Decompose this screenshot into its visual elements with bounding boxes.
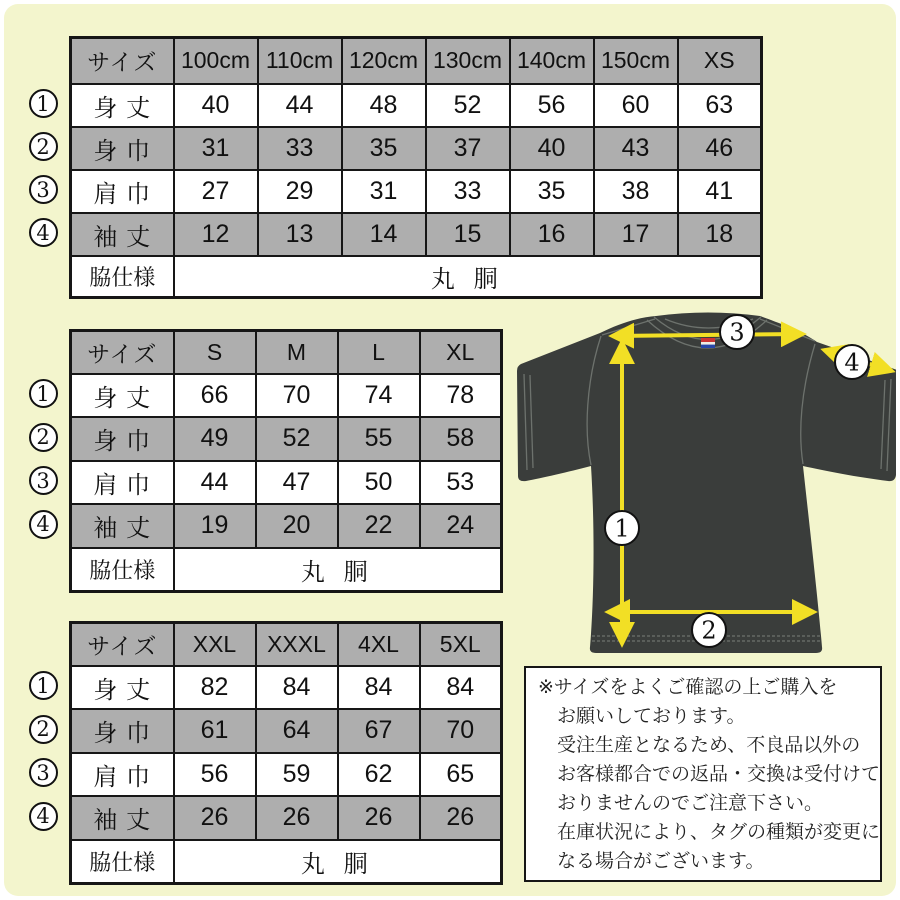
measurement-value-cell: 64 bbox=[256, 709, 338, 753]
measurement-value-cell: 60 bbox=[594, 84, 678, 127]
measurement-value-cell: 15 bbox=[426, 213, 510, 256]
measurement-value-cell: 38 bbox=[594, 170, 678, 213]
measurement-value-cell: 24 bbox=[420, 504, 502, 548]
measurement-value-cell: 22 bbox=[338, 504, 420, 548]
measurement-value-cell: 66 bbox=[174, 374, 256, 418]
size-column-header: XXL bbox=[174, 623, 256, 666]
circled-3-badge: 3 bbox=[29, 758, 58, 787]
size-table-section-adult bbox=[36, 329, 503, 593]
circled-1-badge: 1 bbox=[29, 89, 58, 118]
measurement-value-cell: 78 bbox=[420, 374, 502, 418]
measurement-value-cell: 40 bbox=[174, 84, 258, 127]
measurement-row bbox=[71, 666, 502, 710]
measurement-value-cell: 82 bbox=[174, 666, 256, 710]
spec-row bbox=[71, 840, 502, 884]
measurement-label: 肩 巾 bbox=[71, 753, 174, 797]
measurement-value-cell: 74 bbox=[338, 374, 420, 418]
measurement-value-cell: 48 bbox=[342, 84, 426, 127]
measurement-value-cell: 59 bbox=[256, 753, 338, 797]
circled-3-label: 3 bbox=[729, 318, 745, 347]
size-column-header: XXXL bbox=[256, 623, 338, 666]
marker-slot bbox=[26, 82, 60, 125]
side-spec-value: 丸 胴 bbox=[174, 256, 762, 298]
measurement-row bbox=[71, 84, 762, 127]
measurement-label: 肩 巾 bbox=[71, 461, 174, 505]
purchase-notice bbox=[524, 666, 882, 882]
size-table-section-big bbox=[36, 621, 503, 885]
measurement-value-cell: 58 bbox=[420, 417, 502, 461]
measurement-value-cell: 49 bbox=[174, 417, 256, 461]
measurement-label: 身 巾 bbox=[71, 417, 174, 461]
measurement-value-cell: 47 bbox=[256, 461, 338, 505]
spec-row bbox=[71, 256, 762, 298]
size-column-header: XL bbox=[420, 331, 502, 374]
measurement-row bbox=[71, 709, 502, 753]
measurement-row bbox=[71, 170, 762, 213]
size-column-header: 100cm bbox=[174, 38, 258, 84]
marker-slot bbox=[26, 708, 60, 752]
row-markers bbox=[26, 82, 60, 254]
side-spec-label: 脇仕様 bbox=[71, 256, 174, 298]
measurement-value-cell: 31 bbox=[174, 127, 258, 170]
marker-slot bbox=[26, 211, 60, 254]
measurement-value-cell: 50 bbox=[338, 461, 420, 505]
spec-row bbox=[71, 548, 502, 592]
side-spec-label: 脇仕様 bbox=[71, 840, 174, 884]
size-column-header: L bbox=[338, 331, 420, 374]
collar-brand-tag-icon bbox=[701, 338, 715, 348]
size-header-label: サイズ bbox=[71, 331, 174, 374]
tshirt-measurement-diagram bbox=[504, 300, 896, 664]
measurement-value-cell: 52 bbox=[426, 84, 510, 127]
measurement-value-cell: 70 bbox=[256, 374, 338, 418]
row-markers bbox=[26, 372, 60, 546]
measurement-label: 身 巾 bbox=[71, 127, 174, 170]
circled-4-label: 4 bbox=[844, 348, 860, 377]
measurement-value-cell: 61 bbox=[174, 709, 256, 753]
measurement-value-cell: 84 bbox=[256, 666, 338, 710]
circled-3-badge: 3 bbox=[29, 175, 58, 204]
measurement-value-cell: 13 bbox=[258, 213, 342, 256]
measurement-value-cell: 53 bbox=[420, 461, 502, 505]
notice-line: おりませんのでご注意下さい。 bbox=[557, 793, 824, 814]
size-column-header: 4XL bbox=[338, 623, 420, 666]
notice-line: 受注生産となるため、不良品以外の bbox=[557, 735, 861, 756]
measurement-value-cell: 65 bbox=[420, 753, 502, 797]
measurement-value-cell: 20 bbox=[256, 504, 338, 548]
size-column-header: 130cm bbox=[426, 38, 510, 84]
notice-line: お願いしております。 bbox=[557, 706, 746, 727]
measurement-value-cell: 31 bbox=[342, 170, 426, 213]
marker-slot bbox=[26, 416, 60, 460]
measurement-row bbox=[71, 213, 762, 256]
size-column-header: 140cm bbox=[510, 38, 594, 84]
measurement-row bbox=[71, 796, 502, 840]
measurement-value-cell: 44 bbox=[258, 84, 342, 127]
size-column-header: M bbox=[256, 331, 338, 374]
circled-4-badge: 4 bbox=[29, 510, 58, 539]
circled-1-label: 1 bbox=[614, 514, 630, 543]
size-header-label: サイズ bbox=[71, 38, 174, 84]
measurement-value-cell: 56 bbox=[174, 753, 256, 797]
measurement-value-cell: 26 bbox=[256, 796, 338, 840]
measurement-value-cell: 56 bbox=[510, 84, 594, 127]
circled-4-badge: 4 bbox=[29, 802, 58, 831]
marker-slot bbox=[26, 125, 60, 168]
measurement-value-cell: 41 bbox=[678, 170, 762, 213]
measurement-value-cell: 14 bbox=[342, 213, 426, 256]
measurement-value-cell: 35 bbox=[342, 127, 426, 170]
size-column-header: S bbox=[174, 331, 256, 374]
circled-2-label: 2 bbox=[701, 616, 717, 645]
marker-slot bbox=[26, 664, 60, 708]
size-table-xxl-to-5xl bbox=[69, 621, 503, 885]
circled-2-badge: 2 bbox=[29, 132, 58, 161]
measurement-value-cell: 62 bbox=[338, 753, 420, 797]
measurement-row bbox=[71, 504, 502, 548]
row-markers bbox=[26, 664, 60, 838]
measurement-label: 袖 丈 bbox=[71, 796, 174, 840]
measurement-row bbox=[71, 127, 762, 170]
side-spec-value: 丸 胴 bbox=[174, 548, 502, 592]
notice-line: ※サイズをよくご確認の上ご購入を bbox=[538, 677, 838, 698]
measurement-label: 袖 丈 bbox=[71, 213, 174, 256]
marker-slot bbox=[26, 795, 60, 839]
measurement-value-cell: 26 bbox=[420, 796, 502, 840]
notice-line: お客様都合での返品・交換は受付けて bbox=[557, 764, 881, 785]
side-spec-value: 丸 胴 bbox=[174, 840, 502, 884]
measurement-value-cell: 63 bbox=[678, 84, 762, 127]
measurement-value-cell: 16 bbox=[510, 213, 594, 256]
circled-2-badge: 2 bbox=[29, 715, 58, 744]
measurement-value-cell: 29 bbox=[258, 170, 342, 213]
marker-slot bbox=[26, 459, 60, 503]
measurement-value-cell: 17 bbox=[594, 213, 678, 256]
measurement-value-cell: 44 bbox=[174, 461, 256, 505]
size-column-header: 120cm bbox=[342, 38, 426, 84]
measurement-label: 身 巾 bbox=[71, 709, 174, 753]
marker-slot bbox=[26, 168, 60, 211]
circled-1-badge: 1 bbox=[29, 379, 58, 408]
size-table-s-to-xl bbox=[69, 329, 503, 593]
measurement-value-cell: 27 bbox=[174, 170, 258, 213]
measurement-value-cell: 43 bbox=[594, 127, 678, 170]
measurement-label: 袖 丈 bbox=[71, 504, 174, 548]
measurement-value-cell: 18 bbox=[678, 213, 762, 256]
circled-4-badge: 4 bbox=[29, 218, 58, 247]
measurement-value-cell: 84 bbox=[338, 666, 420, 710]
size-column-header: 5XL bbox=[420, 623, 502, 666]
measurement-row bbox=[71, 374, 502, 418]
circled-2-badge: 2 bbox=[29, 423, 58, 452]
circled-3-badge: 3 bbox=[29, 466, 58, 495]
measurement-value-cell: 46 bbox=[678, 127, 762, 170]
circled-1-badge: 1 bbox=[29, 671, 58, 700]
measurement-value-cell: 33 bbox=[258, 127, 342, 170]
side-spec-label: 脇仕様 bbox=[71, 548, 174, 592]
size-column-header: XS bbox=[678, 38, 762, 84]
size-table-section-kids bbox=[36, 36, 763, 299]
notice-line: 在庫状況により、タグの種類が変更に bbox=[557, 822, 881, 843]
measurement-label: 身 丈 bbox=[71, 374, 174, 418]
measurement-value-cell: 52 bbox=[256, 417, 338, 461]
notice-line: なる場合がございます。 bbox=[557, 851, 765, 872]
measurement-row bbox=[71, 753, 502, 797]
size-header-label: サイズ bbox=[71, 623, 174, 666]
measurement-value-cell: 12 bbox=[174, 213, 258, 256]
measurement-value-cell: 40 bbox=[510, 127, 594, 170]
marker-slot bbox=[26, 372, 60, 416]
measurement-value-cell: 37 bbox=[426, 127, 510, 170]
measurement-value-cell: 55 bbox=[338, 417, 420, 461]
measurement-value-cell: 35 bbox=[510, 170, 594, 213]
measurement-label: 身 丈 bbox=[71, 84, 174, 127]
measurement-value-cell: 67 bbox=[338, 709, 420, 753]
measurement-label: 身 丈 bbox=[71, 666, 174, 710]
measurement-value-cell: 19 bbox=[174, 504, 256, 548]
marker-slot bbox=[26, 751, 60, 795]
measurement-value-cell: 26 bbox=[174, 796, 256, 840]
measurement-value-cell: 84 bbox=[420, 666, 502, 710]
size-column-header: 110cm bbox=[258, 38, 342, 84]
shoulder-width-arrow bbox=[612, 334, 803, 336]
measurement-row bbox=[71, 417, 502, 461]
size-column-header: 150cm bbox=[594, 38, 678, 84]
marker-slot bbox=[26, 503, 60, 547]
measurement-value-cell: 33 bbox=[426, 170, 510, 213]
measurement-row bbox=[71, 461, 502, 505]
size-table-kids-and-xs bbox=[69, 36, 763, 299]
measurement-label: 肩 巾 bbox=[71, 170, 174, 213]
measurement-value-cell: 70 bbox=[420, 709, 502, 753]
measurement-value-cell: 26 bbox=[338, 796, 420, 840]
page-background bbox=[4, 4, 896, 896]
